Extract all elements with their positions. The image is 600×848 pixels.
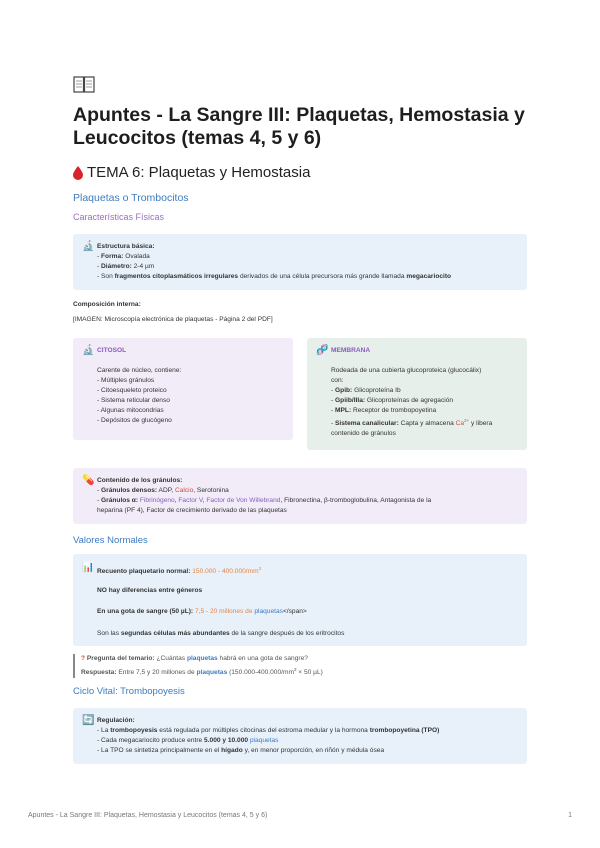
pregunta-line: ? Pregunta del temario: ¿Cuántas plaquetas habrá en una gota de sangre? <box>81 655 308 662</box>
regulacion-line: - La trombopoyesis está regulada por múltiples citocinas del estroma medular y la hormona trombopoyetina (TPO) <box>97 727 440 734</box>
alfa-line-2: heparina (PF 4), Factor de crecimiento derivado de las plaquetas <box>97 507 287 514</box>
citosol-item: - Sistema reticular denso <box>97 397 170 404</box>
regulacion-line: - Cada megacariocito produce entre 5.000 y 10.000 plaquetas <box>97 737 279 744</box>
valores-box <box>73 554 527 646</box>
membrana-intro: Rodeada de una cubierta glucoproteica (glucocálix) <box>331 367 482 374</box>
cycle-icon: 🔄 <box>82 715 95 726</box>
gpib-line: - Gpib: Glicoproteína Ib <box>331 387 401 394</box>
tema-title: TEMA 6: Plaquetas y Hemostasia <box>87 164 311 181</box>
regulacion-line: - La TPO se sintetiza principalmente en el hígado y, en menor proporción, en riñón y médula ósea <box>97 747 385 754</box>
regulacion-box <box>73 708 527 764</box>
granulos-box <box>73 468 527 524</box>
membrana-header: MEMBRANA <box>331 347 371 354</box>
membrana-box <box>307 338 527 450</box>
pregunta-quote <box>73 654 493 678</box>
sistema-line-2: contenido de gránulos <box>331 430 396 438</box>
respuesta-line: Respuesta: Entre 7,5 y 20 millones de plaquetas ($150.000-400.000/mm^3 \times 50$ µL) <box>81 666 323 676</box>
gota-line: En una gota de sangre (50 µL): 7,5 - 20 millones de plaquetas</span> <box>97 608 307 615</box>
section-ciclo: Ciclo Vital: Trombopoyesis <box>73 686 185 697</box>
citosol-item: - Múltiples gránulos <box>97 377 155 384</box>
subsection-caracteristicas: Características Físicas <box>73 212 165 222</box>
imagen-placeholder: [IMAGEN: Microscopía electrónica de plaquetas - Página 2 del PDF] <box>73 316 273 323</box>
estructura-header: Estructura básica: <box>97 243 155 250</box>
citosol-box <box>73 338 293 440</box>
section-valores: Valores Normales <box>73 535 148 546</box>
sistema-line: - Sistema canalicular: Capta y almacena $Ca^{2+}$ y libera <box>331 418 493 428</box>
segundas-line: Son las segundas células más abundantes de la sangre después de los eritrocitos <box>97 630 345 637</box>
membrana-intro-2: con: <box>331 377 344 384</box>
no-diferencias-line: NO hay diferencias entre géneros <box>97 587 203 594</box>
section-plaquetas: Plaquetas o Trombocitos <box>73 192 189 204</box>
composicion-label: Composición interna: <box>73 301 141 308</box>
regulacion-header: Regulación: <box>97 717 135 724</box>
alfa-line: - Gránulos α: Fibrinógeno, Factor V, Factor de Von Willebrand, Fibronectina, β-tromboglobulina, Antagonista de la <box>97 497 432 504</box>
citosol-item: - Citoesqueleto proteico <box>97 387 167 394</box>
diametro-line: - Diámetro: 2-4 µm <box>97 263 155 270</box>
blood-drop-icon <box>73 166 83 180</box>
document-title: Apuntes - La Sangre III: Plaquetas, Hemostasia y Leucocitos (temas 4, 5 y 6) <box>73 104 525 149</box>
son-line: - Son fragmentos citoplasmáticos irregulares derivados de una célula precursora más grande llamada megacariocito <box>97 273 452 280</box>
citosol-item: - Algunas mitocondrias <box>97 407 164 414</box>
microscope-icon: 🔬 <box>82 241 95 252</box>
tema-heading <box>73 164 310 181</box>
mpl-line: - MPL: Receptor de trombopoyetina <box>331 407 437 414</box>
page-number: 1 <box>568 812 572 819</box>
citosol-header: CITOSOL <box>97 347 127 354</box>
forma-line: - Forma: Ovalada <box>97 253 150 260</box>
granulos-header: Contenido de los gránulos: <box>97 477 183 484</box>
gpiib-line: - Gpiib/IIIa: Glicoproteínas de agregación <box>331 397 454 404</box>
dna-icon: 🧬 <box>316 345 329 356</box>
pill-icon: 💊 <box>82 475 95 486</box>
footer-title: Apuntes - La Sangre III: Plaquetas, Hemostasia y Leucocitos (temas 4, 5 y 6) <box>28 812 268 819</box>
recuento-line: Recuento plaquetario normal: $150.000 - 400.000/mm^3$ <box>97 566 262 576</box>
estructura-box <box>73 234 527 290</box>
densos-line: - Gránulos densos: ADP, Calcio, Serotonina <box>97 487 229 494</box>
bar-chart-icon: 📊 <box>82 562 95 573</box>
citosol-intro: Carente de núcleo, contiene: <box>97 367 182 374</box>
microscope-icon: 🔬 <box>82 345 95 356</box>
book-icon <box>73 76 95 93</box>
citosol-item: - Depósitos de glucógeno <box>97 417 172 424</box>
